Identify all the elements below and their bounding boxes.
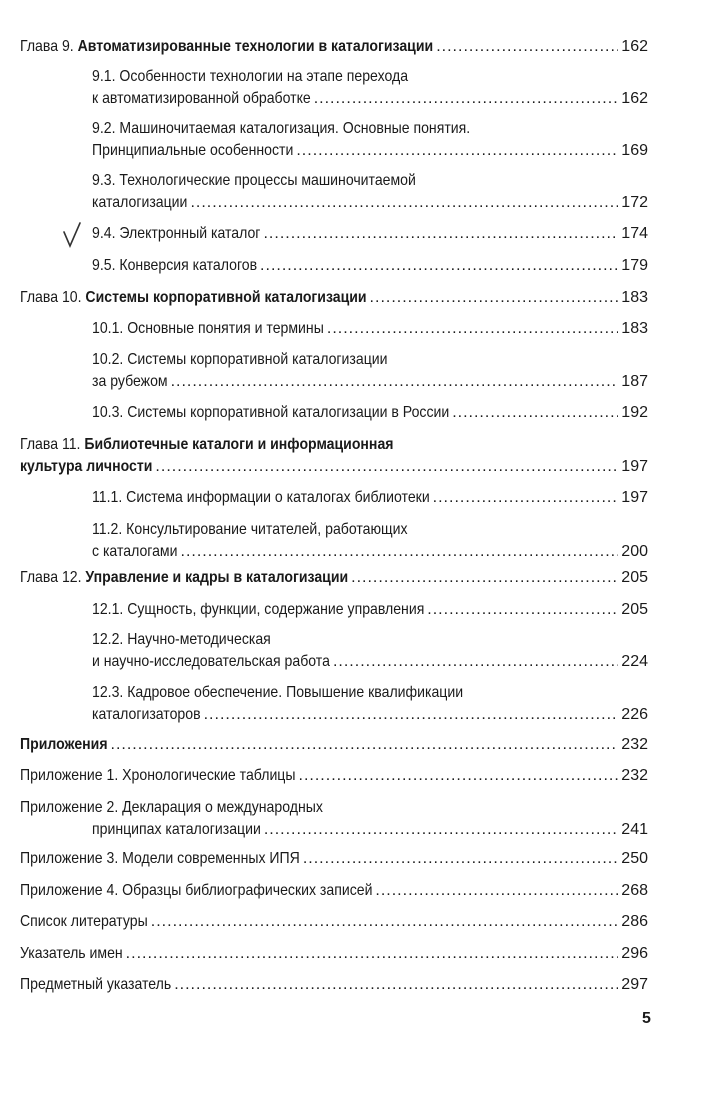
dot-leader (333, 651, 618, 673)
toc-entry (92, 402, 648, 424)
entry-title: Приложения (20, 736, 108, 753)
dot-leader (375, 880, 618, 902)
toc-entry (20, 287, 648, 309)
dot-leader (452, 402, 618, 424)
dot-leader (327, 318, 618, 340)
toc-entry (92, 487, 648, 509)
page-number: 5 (642, 1010, 651, 1027)
entry-page-number: 192 (621, 404, 648, 421)
handwritten-check-icon (62, 222, 82, 248)
entry-page-number: 183 (621, 320, 648, 337)
dot-leader (314, 88, 619, 110)
toc-entry (92, 255, 648, 277)
entry-title: Библиотечные каталоги и информационная (84, 436, 394, 453)
entry-page-number: 296 (621, 945, 648, 962)
toc-entry (20, 943, 648, 965)
entry-title: 9.3. Технологические процессы машиночитаемой (92, 172, 416, 189)
entry-title: Список литературы (20, 913, 148, 930)
entry-title: к автоматизированной обработке (92, 90, 311, 107)
entry-page-number: 179 (621, 257, 648, 274)
entry-page-number: 224 (621, 653, 648, 670)
entry-title: 9.5. Конверсия каталогов (92, 257, 258, 274)
entry-title: Управление и кадры в каталогизации (85, 569, 349, 586)
entry-title: 12.1. Сущность, функции, содержание управления (92, 601, 425, 618)
toc-entry (92, 223, 648, 245)
dot-leader (303, 848, 618, 870)
toc-entry (20, 765, 648, 787)
toc-entry (92, 118, 648, 162)
dot-leader (296, 140, 618, 162)
dot-leader (126, 943, 619, 965)
toc-entry (20, 848, 648, 870)
entry-title: Системы корпоративной каталогизации (85, 289, 367, 306)
toc-entry (92, 318, 648, 340)
entry-title: Приложение 3. Модели современных ИПЯ (20, 850, 300, 867)
dot-leader (264, 819, 618, 841)
entry-page-number: 197 (621, 458, 648, 475)
entry-page-number: 205 (621, 569, 648, 586)
entry-page-number: 250 (621, 850, 648, 867)
entry-title: за рубежом (92, 373, 168, 390)
dot-leader (174, 974, 618, 996)
entry-title: 10.1. Основные понятия и термины (92, 320, 324, 337)
chapter-prefix: Глава 10. (20, 289, 86, 306)
toc-entry (20, 880, 648, 902)
dot-leader (433, 487, 619, 509)
entry-title: Предметный указатель (20, 976, 172, 993)
toc-entry (20, 434, 648, 478)
dot-leader (351, 567, 618, 589)
toc-entry (92, 349, 648, 393)
entry-title: 11.1. Система информации о каталогах библиотеки (92, 489, 430, 506)
entry-title: Приложение 1. Хронологические таблицы (20, 767, 296, 784)
entry-title: культура личности (20, 458, 153, 475)
entry-title: Приложение 2. Декларация о международных (20, 799, 323, 816)
entry-title: каталогизации (92, 194, 188, 211)
dot-leader (263, 223, 618, 245)
chapter-prefix: Глава 12. (20, 569, 86, 586)
entry-page-number: 297 (621, 976, 648, 993)
entry-page-number: 172 (621, 194, 648, 211)
dot-leader (171, 371, 619, 393)
entry-page-number: 187 (621, 373, 648, 390)
entry-title: 9.4. Электронный каталог (92, 225, 261, 242)
entry-title: 9.2. Машиночитаемая каталогизация. Основные понятия. (92, 120, 471, 137)
entry-page-number: 232 (621, 767, 648, 784)
toc-entry (20, 36, 648, 58)
entry-title: 11.2. Консультирование читателей, работающих (92, 521, 408, 538)
dot-leader (181, 541, 619, 563)
dot-leader (155, 456, 618, 478)
entry-title: 10.3. Системы корпоративной каталогизации в России (92, 404, 450, 421)
toc-entry (20, 974, 648, 996)
entry-title: 9.1. Особенности технологии на этапе перехода (92, 68, 409, 85)
entry-title: 12.2. Научно-методическая (92, 631, 271, 648)
chapter-prefix: Глава 9. (20, 38, 78, 55)
dot-leader (204, 704, 619, 726)
entry-page-number: 169 (621, 142, 648, 159)
entry-title: и научно-исследовательская работа (92, 653, 330, 670)
entry-page-number: 162 (621, 90, 648, 107)
entry-page-number: 174 (621, 225, 648, 242)
dot-leader (299, 765, 619, 787)
dot-leader (427, 599, 618, 621)
entry-title: каталогизаторов (92, 706, 201, 723)
entry-page-number: 205 (621, 601, 648, 618)
entry-title: Приложение 4. Образцы библиографических записей (20, 882, 373, 899)
dot-leader (111, 734, 619, 756)
dot-leader (370, 287, 619, 309)
toc-entry (20, 567, 648, 589)
entry-page-number: 268 (621, 882, 648, 899)
entry-page-number: 286 (621, 913, 648, 930)
toc-entry (92, 519, 648, 563)
entry-title: Принципиальные особенности (92, 142, 294, 159)
entry-title: 12.3. Кадровое обеспечение. Повышение квалификации (92, 684, 464, 701)
toc-entry (20, 911, 648, 933)
dot-leader (190, 192, 618, 214)
toc-entry (92, 170, 648, 214)
entry-title: Автоматизированные технологии в каталогизации (77, 38, 434, 55)
entry-title: с каталогами (92, 543, 178, 560)
toc-entry (92, 682, 648, 726)
entry-page-number: 226 (621, 706, 648, 723)
dot-leader (436, 36, 618, 58)
chapter-prefix: Глава 11. (20, 436, 85, 453)
entry-page-number: 241 (621, 821, 648, 838)
entry-page-number: 197 (621, 489, 648, 506)
dot-leader (260, 255, 618, 277)
entry-page-number: 162 (621, 38, 648, 55)
entry-title: Указатель имен (20, 945, 123, 962)
toc-entry (92, 599, 648, 621)
entry-page-number: 183 (621, 289, 648, 306)
toc-entry (92, 629, 648, 673)
toc-entry (92, 66, 648, 110)
dot-leader (151, 911, 619, 933)
toc-entry (20, 797, 648, 841)
entry-title: принципах каталогизации (92, 821, 261, 838)
entry-page-number: 232 (621, 736, 648, 753)
toc-entry (20, 734, 648, 756)
entry-page-number: 200 (621, 543, 648, 560)
entry-title: 10.2. Системы корпоративной каталогизации (92, 351, 388, 368)
